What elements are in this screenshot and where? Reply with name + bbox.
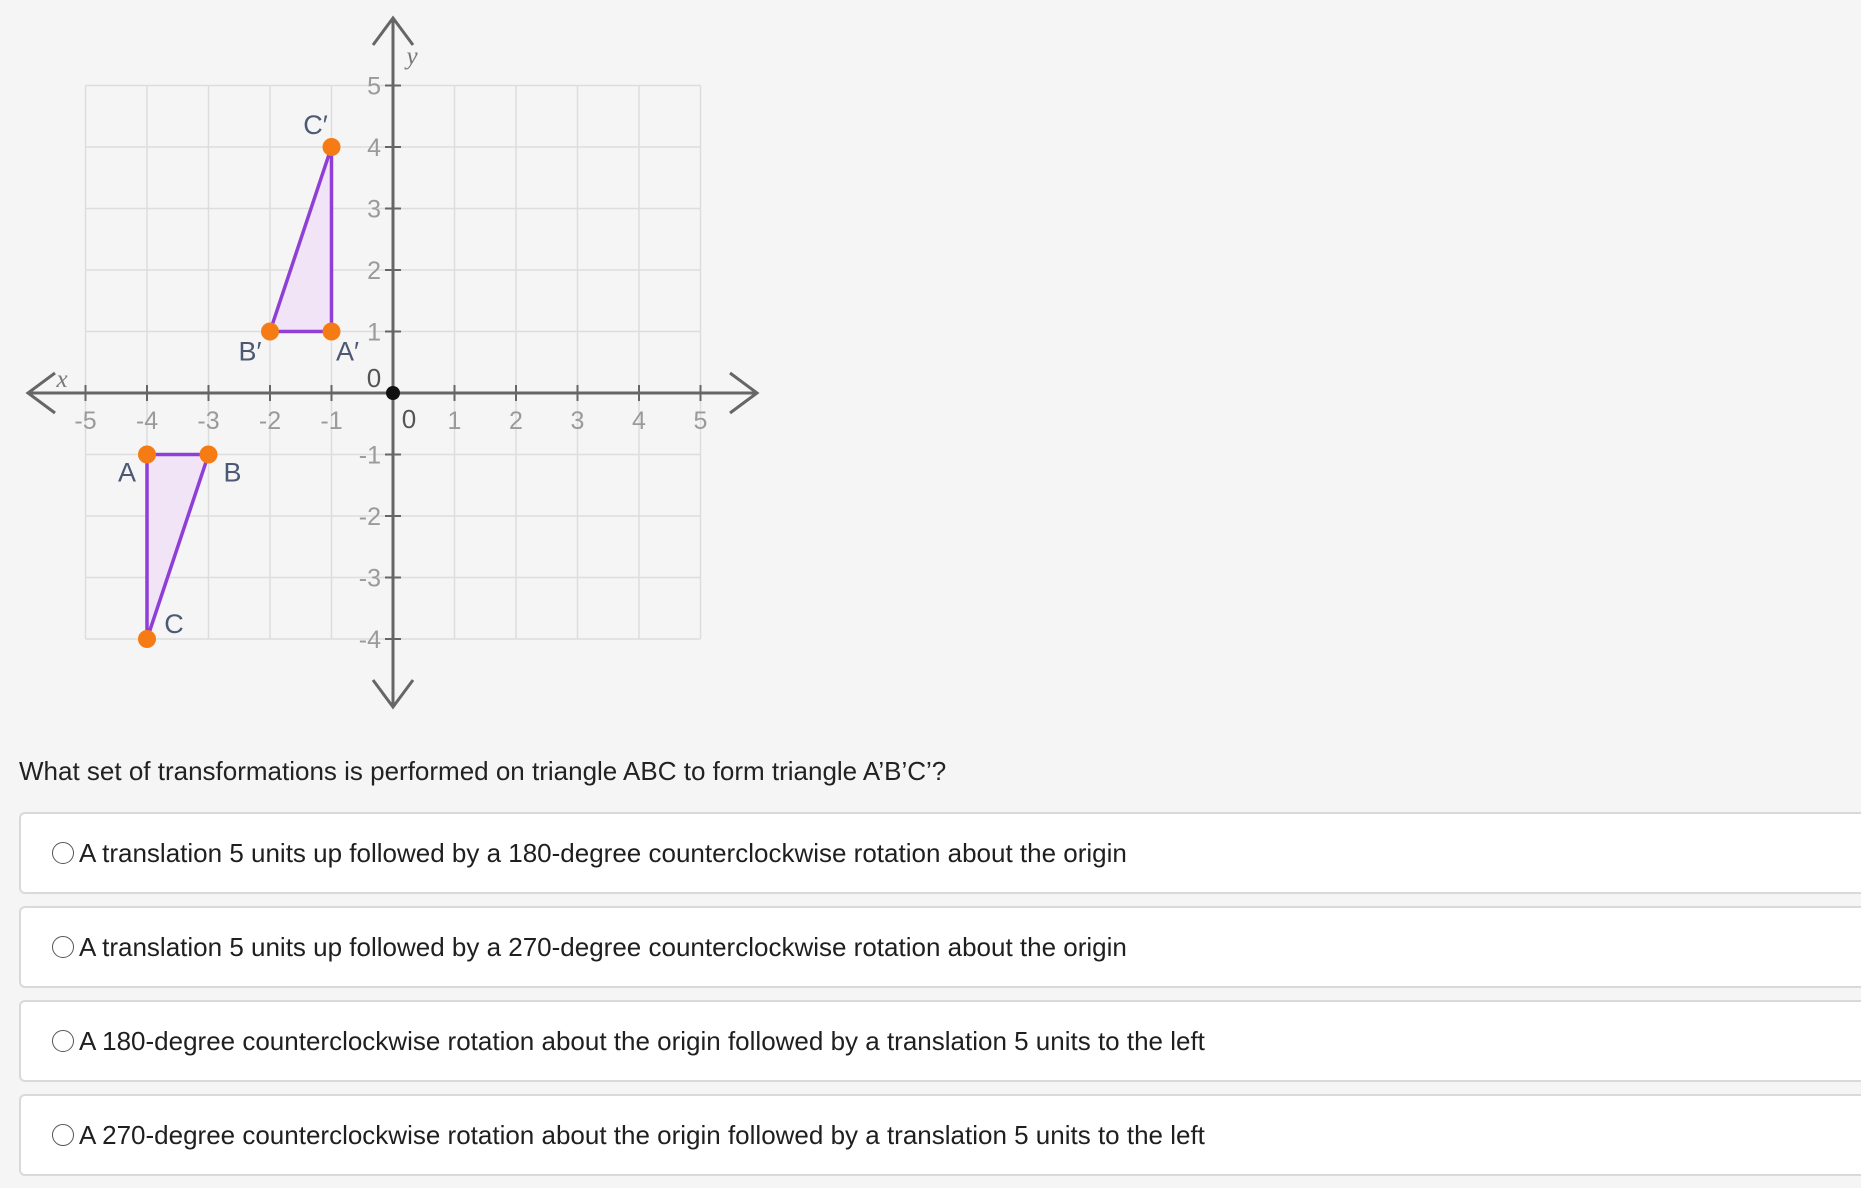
vertex-label: B xyxy=(223,457,242,488)
vertex-label: A xyxy=(117,457,137,488)
x-tick-label: -5 xyxy=(74,407,97,435)
radio-button[interactable] xyxy=(52,936,74,958)
x-tick-label: -1 xyxy=(320,407,343,435)
question-text: What set of transformations is performed on triangle ABC to form triangle A’B’C’? xyxy=(19,756,947,786)
radio-button[interactable] xyxy=(52,1030,74,1052)
y-tick-label: 3 xyxy=(367,195,381,224)
y-tick-label: 4 xyxy=(367,134,381,162)
answer-option-label: A 180-degree counterclockwise rotation about the origin followed by a translation 5 units to the left xyxy=(79,1025,1205,1056)
x-tick-label: -4 xyxy=(135,407,159,435)
x-axis-label: x xyxy=(56,366,68,393)
x-tick-label: -2 xyxy=(258,407,282,435)
x-tick-label: 2 xyxy=(509,407,523,435)
answer-option-1[interactable] xyxy=(19,812,1861,894)
answer-option-label: A translation 5 units up followed by a 180-degree counterclockwise rotation about the origin xyxy=(79,837,1127,868)
coordinate-graph xyxy=(0,0,780,720)
y-tick-label: -1 xyxy=(358,441,381,470)
x-tick-label: -3 xyxy=(197,407,220,435)
y-axis-label: y xyxy=(406,43,418,70)
x-tick-label: 3 xyxy=(570,407,585,435)
y-tick-label: 2 xyxy=(367,257,381,285)
x-tick-label: 5 xyxy=(693,407,708,435)
x-tick-label: 1 xyxy=(447,407,462,435)
radio-button[interactable] xyxy=(52,1124,74,1146)
y-tick-label: 1 xyxy=(367,318,381,347)
vertex-point xyxy=(261,323,279,341)
answer-option-label: A translation 5 units up followed by a 270-degree counterclockwise rotation about the origin xyxy=(79,931,1127,962)
vertex-label: C xyxy=(164,609,184,639)
origin-point xyxy=(386,386,400,400)
vertex-label: C′ xyxy=(303,110,328,140)
answer-option-4[interactable] xyxy=(19,1094,1861,1176)
y-tick-label: 5 xyxy=(367,72,381,101)
vertex-point xyxy=(138,446,156,464)
triangle-a-prime-b-prime-c-prime xyxy=(270,147,332,332)
y-tick-label: -3 xyxy=(358,564,381,593)
vertex-point xyxy=(323,138,341,156)
radio-button[interactable] xyxy=(52,842,74,864)
vertex-point xyxy=(200,446,218,464)
coordinate-plane xyxy=(0,0,780,720)
answer-option-2[interactable] xyxy=(19,906,1861,988)
answer-option-3[interactable] xyxy=(19,1000,1861,1082)
answer-options xyxy=(19,812,1861,1188)
origin-label: 0 xyxy=(366,363,382,393)
x-tick-label: 4 xyxy=(632,407,646,435)
vertex-point xyxy=(138,630,156,648)
vertex-label: A′ xyxy=(335,336,360,367)
answer-option-label: A 270-degree counterclockwise rotation about the origin followed by a translation 5 units to the left xyxy=(79,1119,1205,1150)
y-tick-label: -2 xyxy=(358,503,381,531)
origin-label: 0 xyxy=(401,404,417,434)
y-tick-label: -4 xyxy=(358,626,381,654)
vertex-label: B′ xyxy=(238,336,262,367)
